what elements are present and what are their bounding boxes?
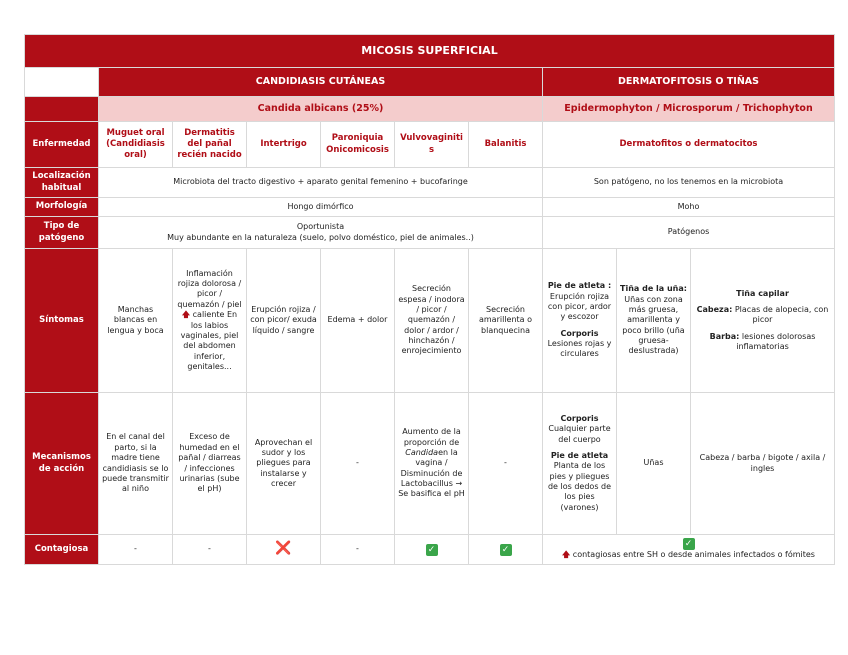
morfologia-dermato: Moho: [543, 198, 835, 217]
mecanismos-corporis-pie: [543, 393, 617, 535]
mecanismos-muguet: En el canal del parto, si la madre tiene candidiasis se lo puede transmitir al niño: [99, 393, 173, 535]
sintomas-dermatitis-part1: Inflamación rojiza dolorosa / picor / quemazón / piel: [177, 268, 242, 309]
mecanismos-vulvo-part3: Se basifica el pH: [398, 489, 465, 499]
disease-vulvovaginitis: Vulvovaginitis: [395, 122, 469, 168]
disease-paroniquia: Paroniquia Onicomicosis: [321, 122, 395, 168]
contagiosa-dermato: [543, 535, 835, 565]
mecanismos-corporis-title: Corporis: [560, 413, 599, 423]
micosis-table: [24, 34, 835, 565]
mecanismos-vulvovaginitis: [395, 393, 469, 535]
sintomas-corporis-title: Corporis: [560, 328, 599, 338]
up-arrow-icon: 🡅: [181, 310, 191, 320]
mecanismos-pie-text: Planta de los pies y pliegues de los dedos de los pies (varones): [547, 461, 612, 512]
tipo-dermato: Patógenos: [543, 217, 835, 249]
tipo-candida-line2: Muy abundante en la naturaleza (suelo, polvo doméstico, piel de animales..): [167, 232, 474, 242]
disease-balanitis: Balanitis: [469, 122, 543, 168]
mecanismos-balanitis: -: [469, 393, 543, 535]
row-label-tipo: Tipo de patógeno: [25, 217, 99, 249]
agent-label-cell: [25, 97, 99, 122]
tipo-candida-line1: Oportunista: [296, 222, 345, 232]
tipo-candida: [99, 217, 543, 249]
sintomas-una: [617, 249, 691, 393]
mecanismos-vulvo-part1: Aumento de la proporción de: [402, 427, 461, 447]
mecanismos-pie-title: Pie de atleta: [550, 450, 609, 460]
sintomas-una-text: Uñas con zona más gruesa, amarillenta y poco brillo (uña gruesa-deslustrada): [622, 294, 685, 356]
check-icon: ✓: [426, 544, 438, 556]
group-candidiasis: CANDIDIASIS CUTÁNEAS: [99, 68, 543, 97]
sintomas-capilar-title: Tiña capilar: [736, 288, 789, 298]
table-title: MICOSIS SUPERFICIAL: [25, 35, 835, 68]
localizacion-candida: Microbiota del tracto digestivo + aparato genital femenino + bucofaringe: [99, 168, 543, 198]
sintomas-pie-text: Erupción rojiza con picor, ardor y escozor: [547, 291, 612, 322]
check-icon: ✓: [683, 538, 695, 550]
barba-label: Barba:: [709, 331, 740, 341]
row-label-enfermedad: Enfermedad: [25, 122, 99, 168]
row-label-contagiosa: Contagiosa: [25, 535, 99, 565]
sintomas-dermatitis: [173, 249, 247, 393]
right-arrow-icon: →: [455, 479, 463, 489]
barba-text: lesiones dolorosas inflamatorias: [736, 331, 816, 352]
mecanismos-una: Uñas: [617, 393, 691, 535]
localizacion-dermato: Son patógeno, no los tenemos en la microbiota: [543, 168, 835, 198]
mecanismos-dermatitis: Exceso de humedad en el pañal / diarreas / infecciones urinarias (sube el pH): [173, 393, 247, 535]
group-dermatofitosis: DERMATOFITOSIS O TIÑAS: [543, 68, 835, 97]
disease-intertrigo: Intertrigo: [247, 122, 321, 168]
contagiosa-dermato-text: contagiosas entre SH o desde animales infectados o fómites: [572, 550, 815, 560]
contagiosa-vulvovaginitis: [395, 535, 469, 565]
row-label-mecanismos: Mecanismos de acción: [25, 393, 99, 535]
sintomas-barba: [694, 332, 831, 353]
sintomas-muguet: Manchas blancas en lengua y boca: [99, 249, 173, 393]
sintomas-vulvovaginitis: Secreción espesa / inodora / picor / quemazón / dolor / ardor / hinchazón / enrojecimiento: [395, 249, 469, 393]
cabeza-label: Cabeza:: [696, 304, 733, 314]
sintomas-capilar: [691, 249, 835, 393]
agent-candida: Candida albicans (25%): [99, 97, 543, 122]
sintomas-pie-corporis: [543, 249, 617, 393]
sintomas-una-title: Tiña de la uña:: [620, 284, 687, 294]
sintomas-intertrigo: Erupción rojiza / con picor/ exuda líquido / sangre: [247, 249, 321, 393]
cabeza-text: Placas de alopecia, con picor: [734, 304, 829, 325]
disease-muguet: Muguet oral (Candidiasis oral): [99, 122, 173, 168]
mecanismos-vulvo-candida: Candida: [405, 447, 439, 457]
check-icon: ✓: [500, 544, 512, 556]
corner-cell: [25, 68, 99, 97]
disease-dermatofitos: Dermatofitos o dermatocitos: [543, 122, 835, 168]
cross-icon: ❌: [275, 541, 292, 557]
mecanismos-intertrigo: Aprovechan el sudor y los pliegues para instalarse y crecer: [247, 393, 321, 535]
contagiosa-balanitis: [469, 535, 543, 565]
contagiosa-paroniquia: -: [321, 535, 395, 565]
sintomas-balanitis: Secreción amarillenta o blanquecina: [469, 249, 543, 393]
sintomas-paroniquia: Edema + dolor: [321, 249, 395, 393]
disease-dermatitis: Dermatitis del pañal recién nacido: [173, 122, 247, 168]
mecanismos-paroniquia: -: [321, 393, 395, 535]
sintomas-pie-title: Pie de atleta :: [547, 281, 612, 291]
sintomas-cabeza: [694, 305, 831, 326]
row-label-localizacion: Localización habitual: [25, 168, 99, 198]
mecanismos-corporis-text: Cualquier parte del cuerpo: [548, 424, 611, 444]
row-label-sintomas: Síntomas: [25, 249, 99, 393]
contagiosa-intertrigo: [247, 535, 321, 565]
row-label-morfologia: Morfología: [25, 198, 99, 217]
up-arrow-icon: 🡅: [562, 550, 571, 560]
contagiosa-dermatitis: -: [173, 535, 247, 565]
morfologia-candida: Hongo dimórfico: [99, 198, 543, 217]
sintomas-dermatitis-part2: caliente En los labios vaginales, piel del abdomen inferior, genitales...: [180, 310, 239, 372]
mecanismos-vulvo-part2: en la vagina / Disminución de Lactobacillus: [400, 447, 463, 489]
sintomas-corporis-text: Lesiones rojas y circulares: [547, 339, 612, 359]
mecanismos-capilar: Cabeza / barba / bigote / axila / ingles: [691, 393, 835, 535]
contagiosa-muguet: -: [99, 535, 173, 565]
agent-dermato: Epidermophyton / Microsporum / Trichophyton: [543, 97, 835, 122]
